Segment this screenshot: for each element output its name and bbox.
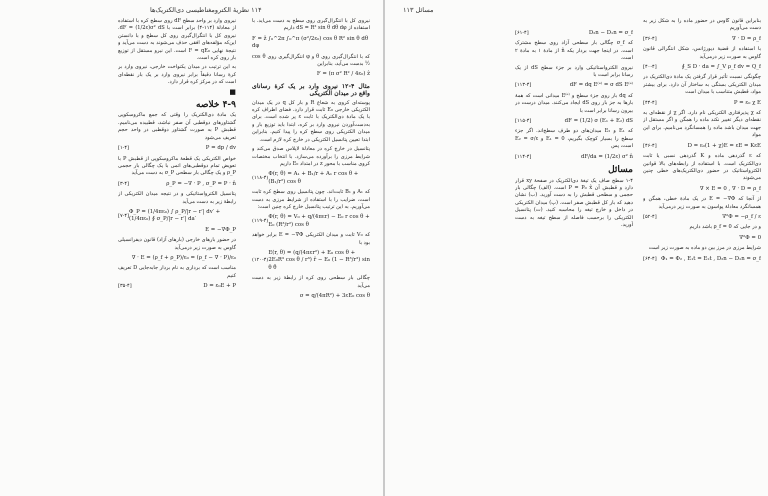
- equation: [252, 71, 370, 78]
- equation: [118, 209, 236, 224]
- paragraph: که dq بار روی جزء سطح و E⁽ᵉ⁾ میدانی است که همهٔ بارها به جز بار روی dS ایجاد می‌کنند. میدان درست در بیرون رسانا برابر است با: [515, 92, 633, 114]
- equation-number: [۴۴-۴]: [643, 99, 657, 106]
- equation-body: ∮_S D · da = ∫_V ρ_f dv = Q_f: [681, 64, 761, 71]
- equation-body: dF/da = (1/2ε) σ² n̂: [580, 153, 633, 160]
- paragraph: پتانسیل الکترواستاتیکی و در نتیجه میدان الکتریکی از رابطهٔ زیر به دست می‌آید: [118, 191, 236, 205]
- equation-body: P = dp / dv: [205, 145, 236, 152]
- equation-number: [۱۱۴-۴]: [515, 153, 532, 160]
- equation-body: D₂n − D₁n = σ_f: [588, 30, 633, 36]
- equation-number: [۱-۴]: [118, 145, 129, 152]
- equation: [515, 30, 633, 37]
- equation-body: σ = q/(4πR²) + 3εE₀ cos θ: [299, 293, 370, 299]
- paragraph: پتانسیل در خارج کره در معادلهٔ لاپلاس صدق می‌کند و شرایط مرزی را برآورده می‌سازد. با انتخاب مختصات کروی مناسب با محور z در امتداد E₀ داریم: [252, 146, 370, 167]
- paragraph: در حضور بارهای خارجی (بارهای آزاد) قانون دیفرانسیلی گاوس به صورت زیر درمی‌آید: [118, 237, 236, 251]
- equation: [643, 256, 761, 263]
- equation-body: ∇ · E = (ρ_f + ρ_P)/ε₀ = (ρ_f − ∇ · P)/ε₀: [131, 254, 236, 261]
- paragraph: بنابراین قانون گاوس در حضور ماده را به شکل زیر به دست می‌آوریم: [643, 18, 761, 32]
- paragraph: از آنجا که E = −∇Φ در یک مادهٔ خطی، همگن و همسانگرد معادلهٔ پواسون به صورت زیر درمی‌آید: [643, 196, 761, 210]
- paragraph: مناسب است که برداری به نام بردار جابه‌جایی D تعریف کنیم: [118, 265, 236, 279]
- section-heading: مسائل: [608, 165, 633, 176]
- paragraph: به این ترتیب در میدان یکنواخت خارجی، نیروی وارد بر کرهٔ رسانا دقیقاً برابر نیروی وارد بر یک بار نقطه‌ای است که در مرکز کره قرار دارد.: [118, 64, 236, 86]
- equation-number: [۶۴-۴]: [643, 255, 657, 262]
- section-heading: ۴-۹ خلاصه: [196, 100, 236, 111]
- equation-body: Φ₁ = Φ₂ , E₁t = E₂t , D₂n − D₁n = σ_f: [660, 255, 761, 262]
- equation-body: F = (π σ² R² / 4ε₀) ẑ: [316, 71, 370, 78]
- right-page: [385, 0, 768, 496]
- equation: [252, 214, 370, 229]
- paragraph: خواص الکتریکی یک قطعهٔ ماکروسکوپی از قطبش P با تعویض تمام دوقطبی‌های اتمی با یک چگالی بار حجمی ρ_P و یک چگالی بار سطحی σ_P به دست می‌آید: [118, 155, 236, 177]
- end-of-example-mark: ■: [229, 87, 236, 96]
- equation: [643, 214, 761, 221]
- paragraph: که ε گذردهی ماده و K گذردهی نسبی یا ثابت دی‌الکتریک است. با استفاده از رابطه‌های بالا قوانین الکترواستاتیک در حضور دی‌الکتریک‌های خطی چنین می‌شوند: [643, 153, 761, 182]
- equation: [118, 255, 236, 262]
- equation-number: [۳-۴]: [118, 180, 129, 187]
- paragraph: نیروی الکترواستاتیکی وارد بر جزء سطح dS از یک رسانا برابر است با: [515, 64, 633, 79]
- equation-body: ∇ · D = ρ_f: [731, 35, 761, 42]
- equation-body: E = −∇Φ_P: [205, 226, 236, 233]
- equation: [252, 171, 370, 186]
- equation: [515, 118, 633, 125]
- equation: [643, 100, 761, 107]
- equation: [118, 283, 236, 290]
- paragraph: یک مادهٔ دی‌الکتریک را وقتی که جمع ماکروسکوپی گشتاورهای دوقطبی آن صفر نباشد، قطبیده می‌نامیم. قطبش P به صورت گشتاور دوقطبی در واحد حجم تعریف می‌شود: [118, 112, 236, 141]
- equation-number: (۱۱۹-۴): [252, 218, 269, 225]
- example-heading: مثال ۴-۱۲ نیروی وارد بر یک کرهٔ رسانای واقع در میدان الکتریکی: [252, 82, 370, 98]
- page-header: ۱۱۴ نظریهٔ الکترومغناطیسی دی‌الکتریک‌ها: [150, 6, 262, 14]
- paragraph: که V₀ ثابت و میدان الکتریکی E = −∇Φ برابر خواهد بود با: [252, 232, 370, 246]
- equation-number: [۶۱-۴]: [515, 30, 529, 36]
- paragraph: شرایط مرزی در مرز بین دو ماده به صورت زیر است: [648, 245, 761, 252]
- equation-body: dF = (1/2) σ (E₁ + E₂) dS: [564, 118, 633, 125]
- equation: [252, 36, 370, 51]
- equation-number: [۳۵-۴]: [118, 283, 132, 290]
- paragraph: چگالی بار سطحی روی کره از رابطهٔ زیر به دست می‌آید: [252, 275, 370, 289]
- equation: [118, 145, 236, 152]
- equation-number: [۳۶-۴]: [643, 35, 657, 42]
- paragraph: نیروی کل با انتگرال‌گیری روی سطح به دست می‌آید. با استفاده از dS = R² sin θ dθ dφ داریم: [252, 18, 370, 32]
- equation-body: P = ε₀ χ E: [733, 99, 761, 106]
- equation-body: ∇ × E = 0 , ∇ · D = ρ_f: [699, 185, 761, 192]
- equation-body: Φ(r, θ) = V₀ + q/(4πεr) − E₀ r cos θ + E₀ (R³/r²) cos θ: [268, 214, 370, 228]
- equation-number: (۱۱۸-۴): [252, 175, 269, 182]
- equation-number: [۱۱۳-۴]: [515, 82, 532, 89]
- equation: [252, 293, 370, 300]
- paragraph: نیروی وارد بر واحد سطح dF روی سطح کره با استفاده از معادلهٔ (۱۱۴-۴) برابر است با dF = (1/2ε)σ² dS. نیروی کل با انتگرال‌گیری روی کل سطح و با دانستن این‌که مؤلفه‌های افقی حذف می‌شوند به دست می‌آید و نتیجهٔ نهایی F = qE₀ است. این نیرو مستقل از توزیع بار روی کره است.: [118, 18, 236, 62]
- equation-body: D = ε₀E + P: [203, 283, 236, 290]
- paragraph: و در جایی که ρ_f = 0 باشد داریم: [689, 224, 761, 231]
- paragraph: که A₁ و B₁ ثابت‌اند. چون پتانسیل روی سطح کره ثابت است، ضرایب را با استفاده از شرایط مرزی به دست می‌آوریم. به این ترتیب پتانسیل خارج کره چنین است:: [252, 189, 370, 210]
- equation-body: F = ẑ ∫₀^2π ∫₀^π (σ²/2ε₀) cos θ R² sin θ dθ dφ: [252, 35, 369, 50]
- equation: [643, 235, 761, 242]
- equation-body: ∇²Φ = 0: [739, 234, 761, 241]
- text-column: [118, 18, 236, 490]
- paragraph: که E₁ و E₂ میدان‌های دو طرف سطح‌اند. اگر جزء سطح را بسیار کوچک بگیریم، E₁ = 0 و E₂ = σ/ε است، پس: [515, 128, 633, 150]
- equation-body: Φ(r, θ) = A₁ + B₁/r + A₁ r cos θ + (B₁/r²) cos θ: [268, 171, 359, 185]
- equation: [643, 186, 761, 193]
- paragraph: پوسته‌ای کروی به شعاع R و بار کل q در یک میدان الکتریکی خارجی E₀ ثابت قرار دارد. فضای اطراف کره با یک مادهٔ دی‌الکتریک با ثابت ε پر شده است. برای به‌دست‌آوردن نیروی وارد بر کره، ابتدا باید توزیع بار و میدان الکتریکی روی سطح کره را پیدا کنیم. بنابراین ابتدا تعیین پتانسیل الکتریکی در خارج کره لازم است.: [252, 99, 370, 143]
- equation-body: dF = dq E⁽ᵉ⁾ = σ dS E⁽ᵉ⁾: [569, 82, 633, 89]
- paragraph: که χ پذیرفتاری الکتریکی نام دارد. اگر χ از نقطه‌ای به نقطه‌ای دیگر تغییر نکند ماده را همگن و اگر مستقل از جهت میدان باشد ماده را همسانگرد می‌نامیم. برای این مواد: [643, 110, 761, 139]
- text-column: [252, 18, 370, 490]
- paragraph: که σ_f چگالی بار سطحی آزاد روی سطح مشترک است. در اینجا جهت بردار یکه n̂ از مادهٔ ۱ به مادهٔ ۲ است.: [515, 40, 633, 62]
- equation-number: [۴۰-۴]: [643, 64, 657, 71]
- equation-number: [۴۶-۴]: [643, 142, 657, 149]
- equation-body: Φ_P = (1/4πε₀) ∫ ρ_P/|r − r′| dv′ + (1/4πε₀) ∮ σ_P/|r − r′| da′: [128, 208, 221, 223]
- text-column: [643, 18, 761, 490]
- equation: [643, 143, 761, 150]
- equation-body: ρ_P = −∇ · P , σ_P = P · n̂: [166, 180, 236, 187]
- equation: [252, 250, 370, 272]
- equation-body: ∇²Φ = −ρ_f / ε: [722, 213, 761, 220]
- equation-number: [۵۲-۴]: [643, 213, 657, 220]
- equation: [515, 82, 633, 89]
- equation: [118, 181, 236, 188]
- equation-body: D = ε₀(1 + χ)E = εE = KεE: [687, 142, 761, 149]
- equation: [643, 36, 761, 43]
- equation-number: [۱۱۵-۴]: [515, 118, 532, 125]
- text-column: [515, 18, 633, 490]
- equation: [643, 64, 761, 71]
- equation: [515, 154, 633, 161]
- left-page: [0, 0, 383, 496]
- paragraph: ۱-۴ سطح صاف یک تیغهٔ دی‌الکتریک در صفحهٔ xy قرار دارد و قطبش آن P = P₀ x̂ است. (الف) چگالی بار حجمی و سطحی قطبش را به دست آورید. (ب) نشان دهید که بار کل قطبش صفر است. (پ) میدان الکتریکی در داخل و خارج تیغه را محاسبه کنید. (ت) پتانسیل الکتریکی را برحسب فاصله از سطح تیغه به دست آورید.: [515, 177, 633, 228]
- page-header: مسائل ۱۱۳: [403, 6, 434, 14]
- paragraph: با استفاده از قضیهٔ دیورژانس، شکل انتگرالی قانون گاوس به صورت زیر درمی‌آید: [643, 46, 761, 60]
- paragraph: چگونگی نسبت تأثیر قرار گرفتن یک مادهٔ دی‌الکتریک در میدان الکتریکی بستگی به ساختار آن دارد. برای بیشتر مواد، قطبش متناسب با میدان است: [643, 74, 761, 96]
- equation-body: E(r, θ) = (q/(4πεr²) + E₀ cos θ + 2E₀R³ cos θ / r³) r̂ − E₀ (1 − R³/r³) sin θ θ̂: [268, 249, 370, 271]
- equation-number: [۷-۴]: [118, 212, 129, 219]
- paragraph: که با انتگرال‌گیری روی θ و φ انتگرال‌گیری روی cos θ ½ بدست می‌آید، بنابراین: [252, 53, 370, 68]
- equation-number: (۱۲۰-۴): [252, 257, 269, 264]
- equation: [118, 227, 236, 234]
